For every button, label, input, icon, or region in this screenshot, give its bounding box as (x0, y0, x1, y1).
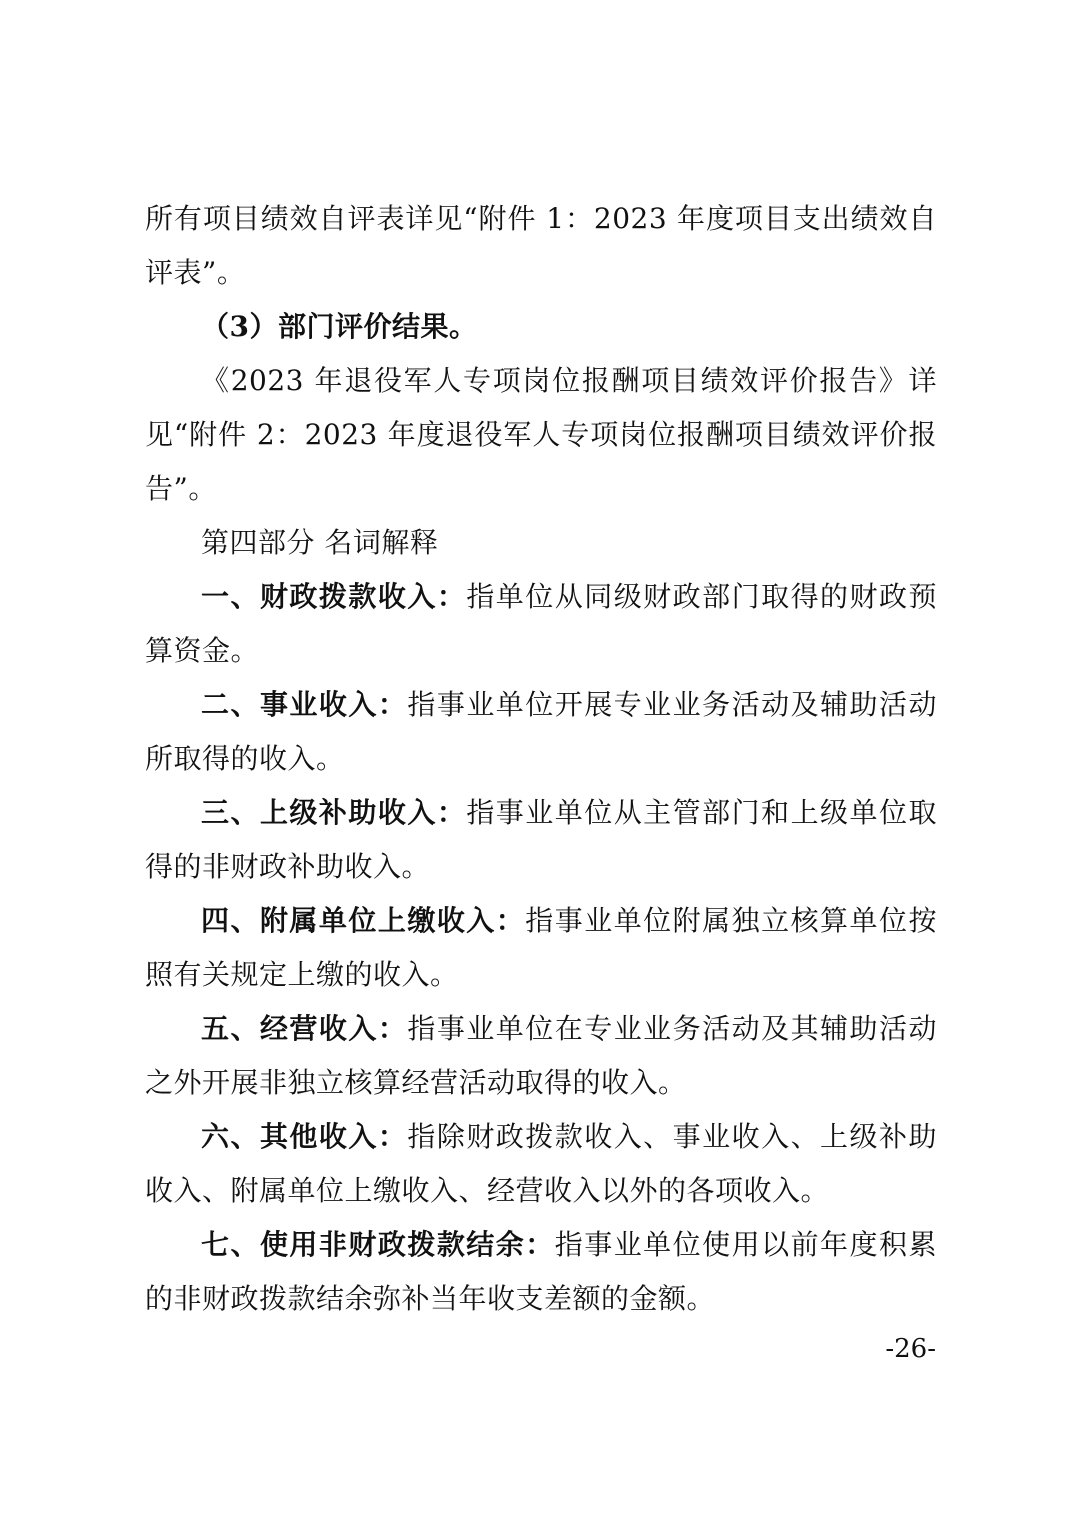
section-heading-department-evaluation: （3）部门评价结果。 (201, 310, 478, 343)
glossary-term: 三、上级补助收入： (201, 796, 467, 829)
paragraph-project-self-evaluation: 所有项目绩效自评表详见“附件 1：2023 年度项目支出绩效自评表”。 (145, 202, 937, 289)
glossary-definition: 指事业单位开展专业业务活动及辅助活动所取得的收入。 (145, 688, 937, 775)
glossary-definition: 指事业单位使用以前年度积累的非财政拨款结余弥补当年收支差额的金额。 (145, 1228, 937, 1315)
glossary-term: 五、经营收入： (201, 1012, 408, 1045)
glossary-item (145, 1218, 937, 1326)
glossary-term: 六、其他收入： (201, 1120, 408, 1153)
glossary-definition: 指事业单位在专业业务活动及其辅助活动之外开展非独立核算经营活动取得的收入。 (145, 1012, 937, 1099)
part-heading-glossary: 第四部分 名词解释 (201, 526, 439, 559)
page-number: -26- (885, 1334, 936, 1364)
paragraph-evaluation-report: 《2023 年退役军人专项岗位报酬项目绩效评价报告》详见“附件 2：2023 年度退役军人专项岗位报酬项目绩效评价报告”。 (145, 364, 937, 505)
glossary-definition: 指单位从同级财政部门取得的财政预算资金。 (145, 580, 937, 667)
glossary-definition: 指事业单位从主管部门和上级单位取得的非财政补助收入。 (145, 796, 937, 883)
glossary-item (145, 1110, 937, 1218)
glossary-term: 一、财政拨款收入： (201, 580, 467, 613)
glossary-definition: 指除财政拨款收入、事业收入、上级补助收入、附属单位上缴收入、经营收入以外的各项收入。 (145, 1120, 937, 1207)
glossary-item (145, 1002, 937, 1110)
page-content (145, 192, 937, 1326)
glossary-item (145, 786, 937, 894)
glossary-item (145, 894, 937, 1002)
glossary-term: 七、使用非财政拨款结余： (201, 1228, 555, 1261)
glossary-term: 四、附属单位上缴收入： (201, 904, 526, 937)
glossary-definition: 指事业单位附属独立核算单位按照有关规定上缴的收入。 (145, 904, 937, 991)
glossary-item (145, 570, 937, 678)
glossary-item (145, 678, 937, 786)
glossary-term: 二、事业收入： (201, 688, 408, 721)
